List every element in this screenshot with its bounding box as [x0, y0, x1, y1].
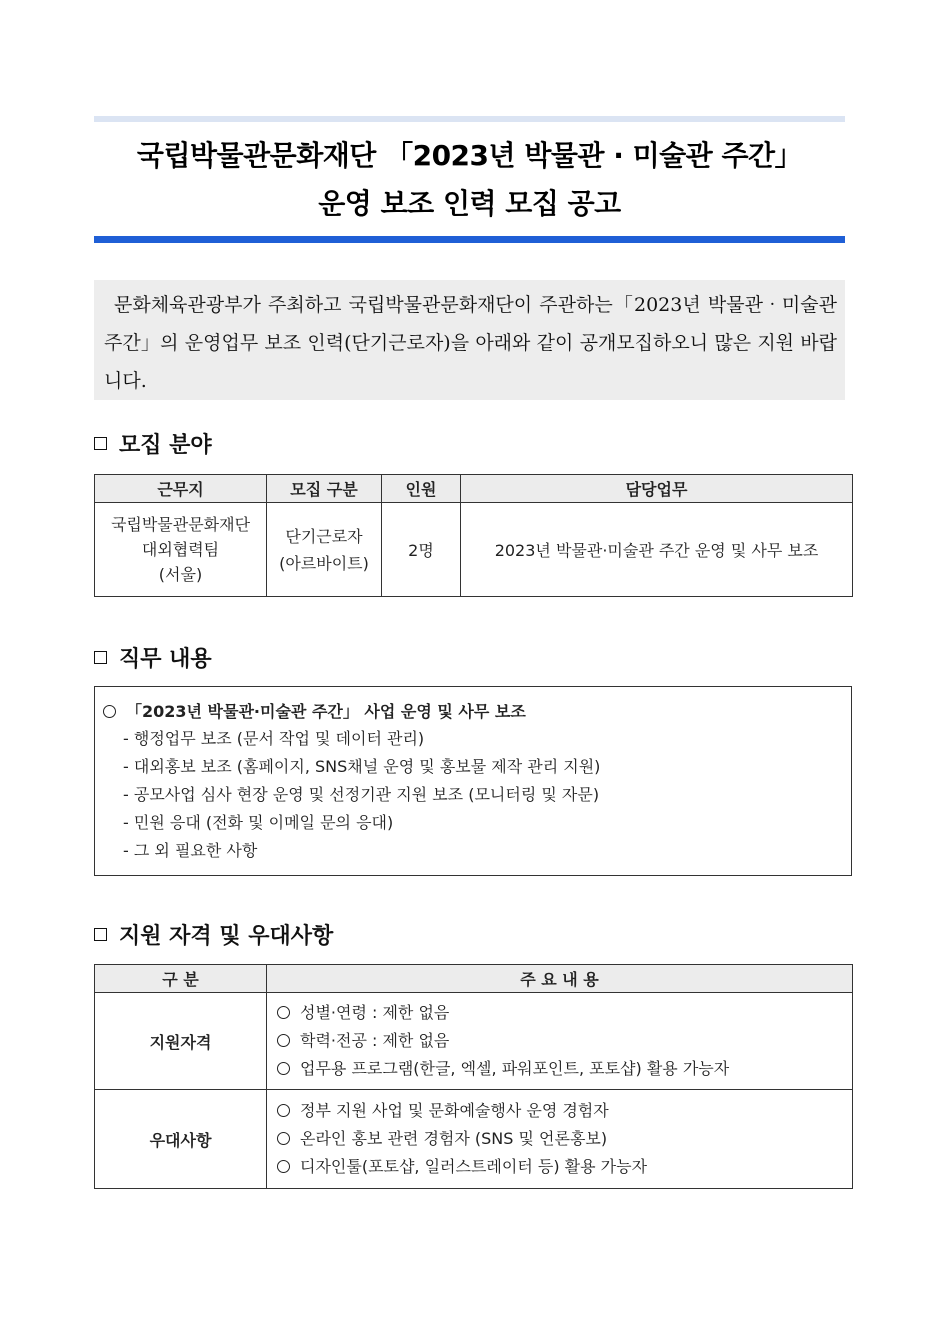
row-content-cell	[267, 993, 853, 1090]
title-bottom-rule	[94, 236, 845, 243]
checkbox-bullet-icon	[94, 651, 107, 664]
row-label-cell: 우대사항	[95, 1090, 267, 1189]
duty-heading-text: 「2023년 박물관·미술관 주간」 사업 운영 및 사무 보조	[126, 702, 526, 721]
workplace-line: (서울)	[158, 565, 203, 584]
checkbox-bullet-icon	[94, 928, 107, 941]
duty-heading	[103, 699, 851, 725]
recruit-type-line: 단기근로자	[285, 526, 363, 546]
section-heading-label: 지원 자격 및 우대사항	[119, 924, 334, 949]
list-item-text: 온라인 홍보 관련 경험자 (SNS 및 언론홍보)	[300, 1129, 608, 1148]
workplace-cell	[95, 503, 267, 597]
table-header-row	[95, 475, 853, 503]
table-header-cell: 근무지	[95, 475, 267, 503]
circle-bullet-icon	[277, 1062, 290, 1075]
title-top-rule	[94, 116, 845, 122]
table-header-cell: 담당업무	[461, 475, 853, 503]
page-title-line-2: 운영 보조 인력 모집 공고	[318, 187, 621, 220]
task-cell: 2023년 박물관·미술관 주간 운영 및 사무 보조	[461, 503, 853, 597]
list-item-text: 업무용 프로그램(한글, 엑셀, 파워포인트, 포토샵) 활용 가능자	[300, 1059, 730, 1078]
table-header-cell: 주 요 내 용	[267, 965, 853, 993]
circle-bullet-icon	[277, 1006, 290, 1019]
list-item: - 그 외 필요한 사항	[123, 841, 258, 860]
circle-bullet-icon	[277, 1104, 290, 1117]
list-item	[277, 1055, 852, 1083]
intro-text: 문화체육관광부가 주최하고 국립박물관문화재단이 주관하는「2023년 박물관‧미술관 주간」의 운영업무 보조 인력(단기근로자)을 아래와 같이 공개모집하오니 많은 지원 바랍니다.	[104, 294, 837, 392]
section-heading-recruit-field	[94, 428, 212, 459]
row-label-cell: 지원자격	[95, 993, 267, 1090]
recruit-type-cell	[267, 503, 382, 597]
headcount-cell: 2명	[382, 503, 461, 597]
table-header-cell: 모집 구분	[267, 475, 382, 503]
page-title-line-1: 국립박물관문화재단 「2023년 박물관 · 미술관 주간」	[136, 139, 803, 172]
circle-bullet-icon	[277, 1132, 290, 1145]
list-item	[277, 1125, 852, 1153]
list-item-text: 정부 지원 사업 및 문화예술행사 운영 경험자	[300, 1101, 609, 1120]
workplace-line: 국립박물관문화재단	[110, 515, 251, 534]
section-heading-label: 모집 분야	[119, 433, 212, 458]
row-content-cell	[267, 1090, 853, 1189]
section-heading-qualification	[94, 919, 333, 950]
section-heading-label: 직무 내용	[119, 647, 212, 672]
intro-paragraph	[94, 280, 845, 400]
recruit-table	[94, 474, 853, 597]
list-item	[277, 1097, 852, 1125]
table-row	[95, 1090, 853, 1189]
recruit-type-line: (아르바이트)	[279, 553, 369, 573]
circle-bullet-icon	[103, 705, 116, 718]
table-header-cell: 인원	[382, 475, 461, 503]
list-item-text: 디자인툴(포토샵, 일러스트레이터 등) 활용 가능자	[300, 1157, 648, 1176]
list-item-text: 학력·전공 : 제한 없음	[300, 1031, 450, 1050]
table-header-row	[95, 965, 853, 993]
list-item: - 대외홍보 보조 (홈페이지, SNS채널 운영 및 홍보물 제작 관리 지원)	[123, 757, 601, 776]
circle-bullet-icon	[277, 1034, 290, 1047]
list-item	[277, 1153, 852, 1181]
list-item-text: 성별·연령 : 제한 없음	[300, 1003, 450, 1022]
list-item: - 행정업무 보조 (문서 작업 및 데이터 관리)	[123, 729, 425, 748]
list-item	[277, 999, 852, 1027]
list-item: - 민원 응대 (전화 및 이메일 문의 응대)	[123, 813, 394, 832]
checkbox-bullet-icon	[94, 437, 107, 450]
table-row	[95, 503, 853, 597]
duty-box	[94, 686, 852, 876]
list-item: - 공모사업 심사 현장 운영 및 선정기관 지원 보조 (모니터링 및 자문)	[123, 785, 600, 804]
title-block	[94, 116, 845, 243]
workplace-line: 대외협력팀	[141, 540, 220, 559]
list-item	[277, 1027, 852, 1055]
table-header-cell: 구 분	[95, 965, 267, 993]
section-heading-duty	[94, 642, 212, 673]
circle-bullet-icon	[277, 1160, 290, 1173]
table-row	[95, 993, 853, 1090]
qualification-table	[94, 964, 853, 1189]
